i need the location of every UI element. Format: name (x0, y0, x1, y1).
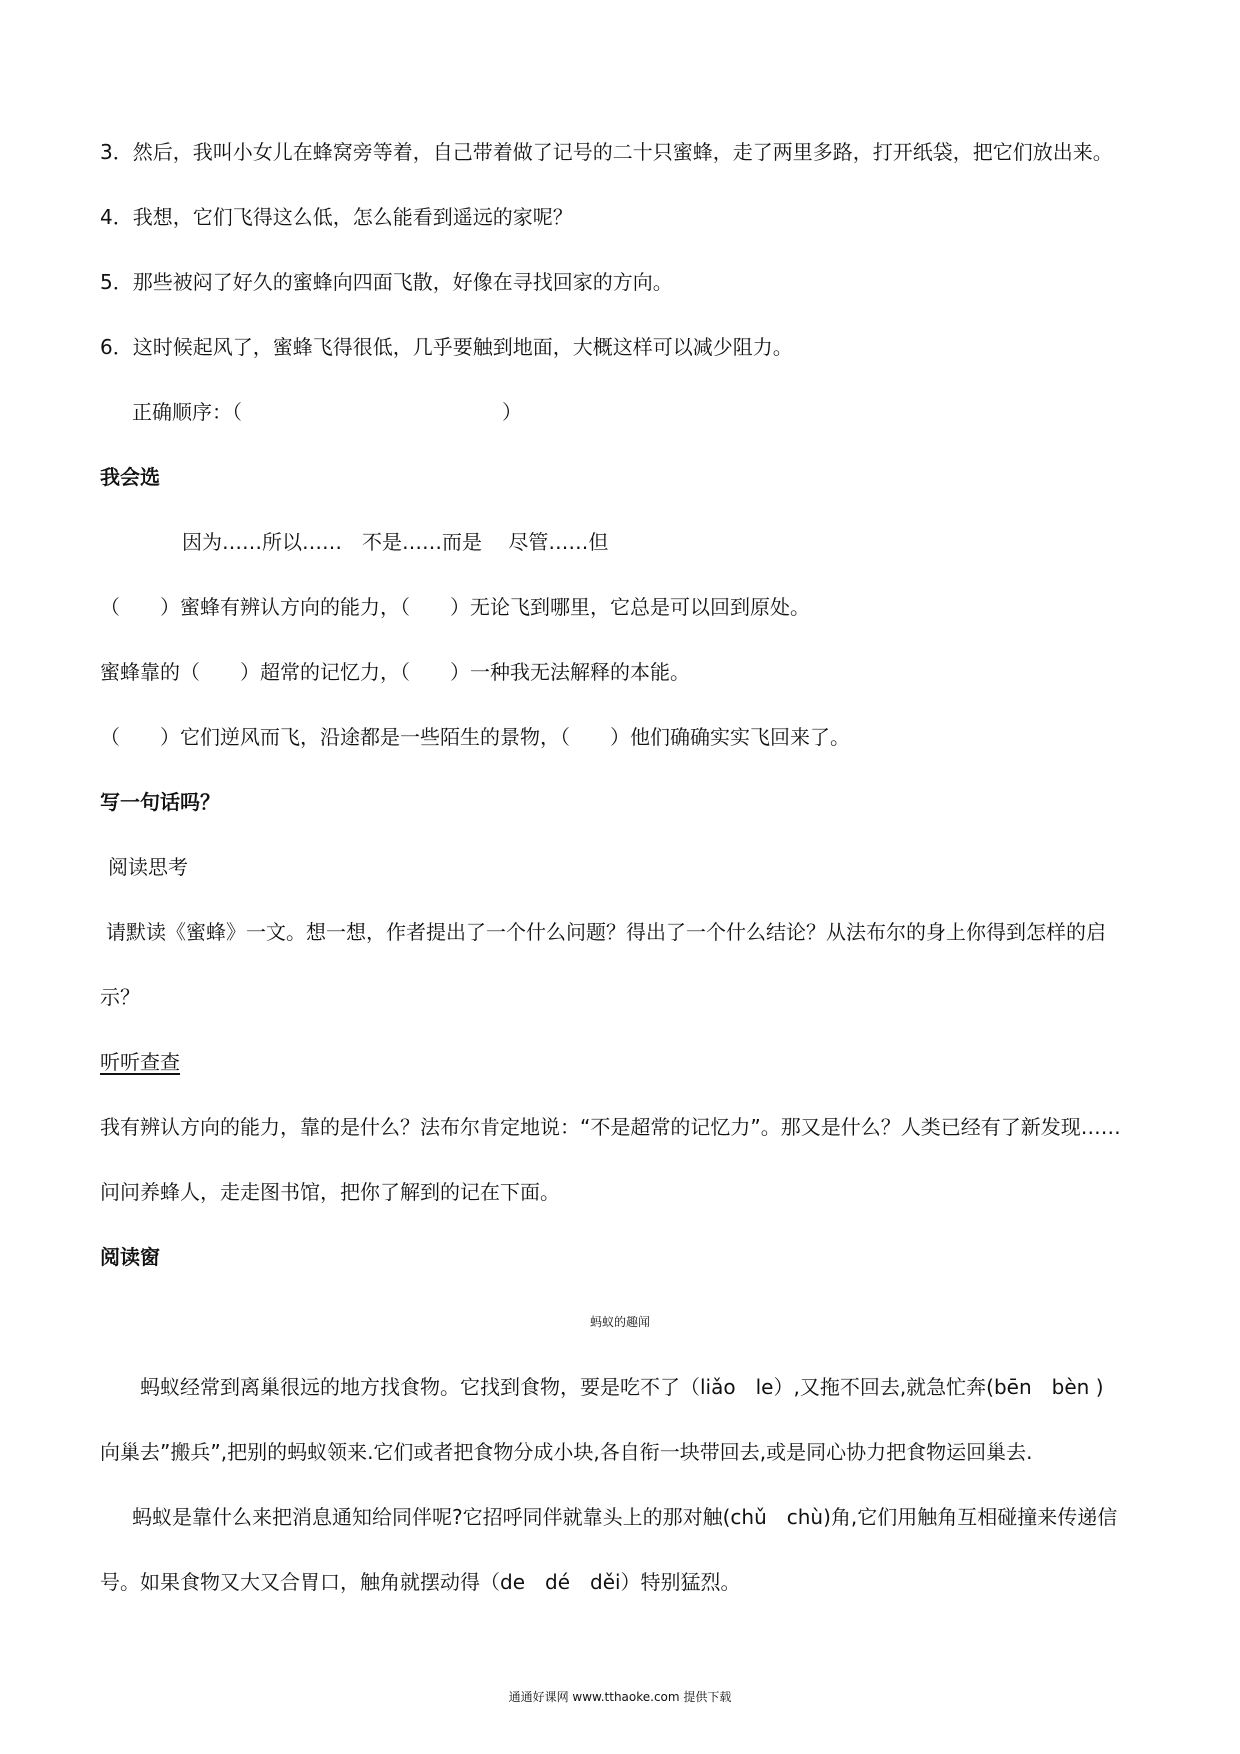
choose-heading: 我会选 (100, 465, 160, 489)
choose-sentence[interactable]: 蜜蜂靠的（ ）超常的记忆力，（ ）一种我无法解释的本能。 (100, 660, 690, 684)
ordering-item-6: 6．这时候起风了，蜜蜂飞得很低，几乎要触到地面，大概这样可以减少阻力。 (100, 335, 793, 359)
answer-blank[interactable]: 正确顺序：（ ） (132, 400, 522, 424)
article-title: 蚂蚁的趣闻 (589, 1315, 650, 1329)
article-paragraph-2: 蚂蚁是靠什么来把消息通知给同伴呢?它招呼同伴就靠头上的那对触(chǔ chù)角,它们用触角互相碰撞来传递信 (132, 1505, 1118, 1529)
listen-text: 我有辨认方向的能力，靠的是什么？法布尔肯定地说：“不是超常的记忆力”。那又是什么？人类已经有了新发现…… (100, 1115, 1121, 1139)
listen-text-cont: 问问养蜂人，走走图书馆，把你了解到的记在下面。 (100, 1180, 560, 1204)
article-paragraph-2-cont: 号。如果食物又大又合胃口，触角就摆动得（de dé děi）特别猛烈。 (100, 1570, 741, 1594)
choose-sentence[interactable]: （ ）它们逆风而飞，沿途都是一些陌生的景物，（ ）他们确确实实飞回来了。 (100, 725, 850, 749)
ordering-item-5: 5．那些被闷了好久的蜜蜂向四面飞散，好像在寻找回家的方向。 (100, 270, 673, 294)
article-paragraph-1-cont: 向巢去”搬兵”,把别的蚂蚁领来.它们或者把食物分成小块,各自衔一块带回去,或是同心协力把食物运回巢去. (100, 1440, 1033, 1464)
listen-heading: 听听查查 (100, 1050, 180, 1074)
ordering-item-4: 4．我想，它们飞得这么低，怎么能看到遥远的家呢？ (100, 205, 573, 229)
reading-think-question: 请默读《蜜蜂》一文。想一想，作者提出了一个什么问题？得出了一个什么结论？从法布尔的身上你得到怎样的启 (106, 920, 1106, 944)
ordering-item-3: 3．然后，我叫小女儿在蜂窝旁等着，自己带着做了记号的二十只蜜蜂，走了两里多路，打开纸袋，把它们放出来。 (100, 140, 1113, 164)
page-footer: 通通好课网 www.tthaoke.com 提供下载 (508, 1690, 732, 1704)
article-paragraph-1: 蚂蚁经常到离巢很远的地方找食物。它找到食物，要是吃不了（liǎo le）,又拖不回去,就急忙奔(bēn bèn ) (140, 1375, 1104, 1399)
reading-think-heading: 阅读思考 (108, 855, 188, 879)
reading-think-question-cont: 示？ (100, 985, 140, 1009)
conjunction-options: 因为……所以…… 不是……而是 尽管……但 (182, 530, 609, 554)
reading-window-heading: 阅读窗 (100, 1245, 160, 1269)
write-heading: 写一句话吗？ (100, 790, 220, 814)
choose-sentence[interactable]: （ ）蜜蜂有辨认方向的能力，（ ）无论飞到哪里，它总是可以回到原处。 (100, 595, 810, 619)
